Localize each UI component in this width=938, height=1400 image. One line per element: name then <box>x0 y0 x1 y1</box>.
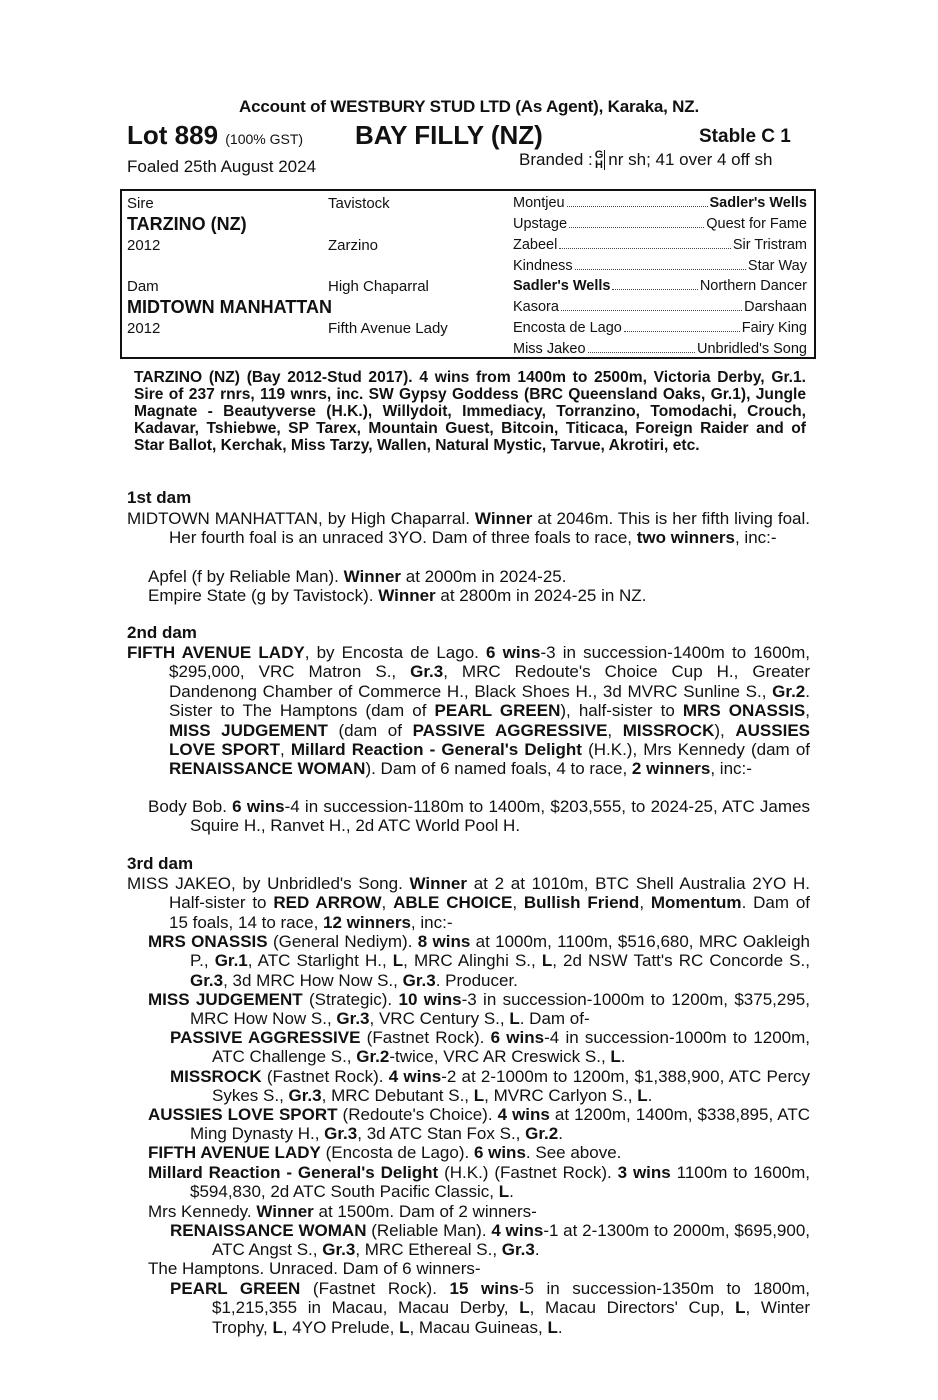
horse-title: BAY FILLY (NZ) <box>355 120 543 150</box>
gen3-sire: Quest for Fame <box>706 216 807 232</box>
leader-dots <box>567 195 708 207</box>
brand-info <box>519 150 772 170</box>
gen3-row <box>513 341 807 357</box>
second-dam-heading: 2nd dam <box>127 623 197 642</box>
sire-label: Sire <box>127 195 154 212</box>
first-dam-foal-1: Apfel (f by Reliable Man). Winner at 2000m in 2024-25. <box>148 567 567 586</box>
third-dam-text: MISS JAKEO, by Unbridled's Song. Winner at 2 at 1010m, BTC Shell Australia 2YO H. Half-sister to RED ARROW, ABLE CHOICE, Bullish Friend, Momentum. Dam of 15 foals, 14 to race, 12 winners, inc:- <box>127 874 811 932</box>
third-dam-entry: FIFTH AVENUE LADY (Encosta de Lago). 6 wins. See above. <box>148 1143 622 1162</box>
gen3-row <box>513 299 807 315</box>
gst-note: (100% GST) <box>225 131 304 147</box>
gen3-ancestor: Sadler's Wells <box>513 278 611 294</box>
third-dam-entry: PASSIVE AGGRESSIVE (Fastnet Rock). 6 wins-4 in succession-1000m to 1200m, ATC Challenge S., Gr.2-twice, VRC AR Creswick S., L. <box>170 1028 811 1067</box>
lot-label: Lot 889 <box>127 120 219 150</box>
gen3-sire: Unbridled's Song <box>697 341 807 357</box>
gen3-ancestor: Encosta de Lago <box>513 320 622 336</box>
branded-rest: nr sh; 41 over 4 off sh <box>608 150 773 169</box>
gen3-row <box>513 237 807 253</box>
third-dam-entry: MISS JUDGEMENT (Strategic). 10 wins-3 in succession-1000m to 1200m, $375,295, MRC How Now S., Gr.3, VRC Century S., L. Dam of- <box>148 990 810 1029</box>
dam-label: Dam <box>127 278 159 295</box>
gen3-sire: Star Way <box>747 258 807 274</box>
third-dam-entry: RENAISSANCE WOMAN (Reliable Man). 4 wins-1 at 2-1300m to 2000m, $695,900, ATC Angst S., Gr.3, MRC Ethereal S., Gr.3. <box>170 1221 810 1260</box>
leader-dots <box>624 320 740 332</box>
dam-sire: High Chaparral <box>328 278 429 295</box>
branded-label: Branded : <box>519 150 593 169</box>
gen3-ancestor: Kasora <box>513 299 559 315</box>
gen3-row <box>513 216 807 232</box>
gen3-ancestor: Miss Jakeo <box>513 341 586 357</box>
second-dam-text: FIFTH AVENUE LADY, by Encosta de Lago. 6 wins-3 in succession-1400m to 1600m, $295,000, VRC Matron S., Gr.3, MRC Redoute's Choice Cup H., Greater Dandenong Chamber of Commerce H., Black Shoes H., 3d MVRC Sunline S., Gr.2. Sister to The Hamptons (dam of PEARL GREEN), half-sister to MRS ONASSIS, MISS JUDGEMENT (dam of PASSIVE AGGRESSIVE, MISSROCK), AUSSIES LOVE SPORT, Millard Reaction - General's Delight (H.K.), Mrs Kennedy (dam of RENAISSANCE WOMAN). Dam of 6 named foals, 4 to race, 2 winners, inc:- <box>127 643 811 779</box>
foaled-date: Foaled 25th August 2024 <box>127 157 317 176</box>
leader-dots <box>575 258 746 270</box>
gen3-row <box>513 278 807 294</box>
first-dam-foal-2: Empire State (g by Tavistock). Winner at 2800m in 2024-25 in NZ. <box>148 586 647 605</box>
leader-dots <box>612 278 697 290</box>
leader-dots <box>569 216 704 228</box>
stable-label: Stable C 1 <box>699 126 791 147</box>
gen3-row <box>513 258 807 274</box>
gen3-row <box>513 195 807 211</box>
gen3-sire: Fairy King <box>741 320 807 336</box>
leader-dots <box>588 341 695 353</box>
third-dam-entry: The Hamptons. Unraced. Dam of 6 winners- <box>148 1259 481 1278</box>
third-dam-heading: 3rd dam <box>127 854 194 873</box>
first-dam-text: MIDTOWN MANHATTAN, by High Chaparral. Winner at 2046m. This is her fifth living foal. Her fourth foal is an unraced 3YO. Dam of three foals to race, two winners, inc:- <box>127 509 810 548</box>
gen3-sire: Darshaan <box>744 299 807 315</box>
third-dam-entry: Mrs Kennedy. Winner at 1500m. Dam of 2 winners- <box>148 1202 537 1221</box>
gen3-ancestor: Montjeu <box>513 195 565 211</box>
brand-bottom: H <box>595 159 603 171</box>
third-dam-entry: Millard Reaction - General's Delight (H.K.) (Fastnet Rock). 3 wins 1100m to 1600m, $594,830, 2d ATC South Pacific Classic, L. <box>148 1163 811 1202</box>
third-dam-entry: MRS ONASSIS (General Nediym). 8 wins at 1000m, 1100m, $516,680, MRC Oakleigh P., Gr.1, ATC Starlight H., L, MRC Alinghi S., L, 2d NSW Tatt's RC Concorde S., Gr.3, 3d MRC How Now S., Gr.3. Producer. <box>148 932 810 990</box>
sire-summary: TARZINO (NZ) (Bay 2012-Stud 2017). 4 wins from 1400m to 2500m, Victoria Derby, Gr.1. Sire of 237 rnrs, 119 wnrs, inc. SW Gypsy Goddess (BRC Queensland Oaks, Gr.1), Jungle Magnate - Beautyverse (H.K.), Willydoit, Immediacy, Torranzino, Tomodachi, Crouch, Kadavar, Tshiebwe, SP Tarex, Mountain Guest, Bitcoin, Titicaca, Foreign Raider and of Star Ballot, Kerchak, Miss Tarzy, Wallen, Natural Mystic, Tarvue, Akrotiri, etc. <box>134 369 806 454</box>
gen3-row <box>513 320 807 336</box>
gen3-ancestor: Zabeel <box>513 237 558 253</box>
gen3-ancestor: Kindness <box>513 258 573 274</box>
gen3-sire: Sadler's Wells <box>709 195 807 211</box>
dam-name: MIDTOWN MANHATTAN <box>127 297 332 317</box>
third-dam-entry: PEARL GREEN (Fastnet Rock). 15 wins-5 in succession-1350m to 1800m, $1,215,355 in Macau, Macau Derby, L, Macau Directors' Cup, L, Winter Trophy, L, 4YO Prelude, L, Macau Guineas, L. <box>170 1279 811 1337</box>
lot-number <box>127 120 303 151</box>
third-dam-entry: AUSSIES LOVE SPORT (Redoute's Choice). 4 wins at 1200m, 1400m, $338,895, ATC Ming Dynasty H., Gr.3, 3d ATC Stan Fox S., Gr.2. <box>148 1105 810 1144</box>
second-dam-foal: Body Bob. 6 wins-4 in succession-1180m to 1400m, $203,555, to 2024-25, ATC James Squire H., Ranvet H., 2d ATC World Pool H. <box>148 797 811 836</box>
pedigree-table <box>120 189 816 359</box>
sire-name: TARZINO (NZ) <box>127 214 247 234</box>
sire-year: 2012 <box>127 237 161 254</box>
brand-top: G <box>594 149 604 161</box>
leader-dots <box>559 237 731 249</box>
dam-dam: Fifth Avenue Lady <box>328 320 448 337</box>
gen3-sire: Sir Tristram <box>732 237 807 253</box>
brand-mark-icon <box>595 150 606 170</box>
third-dam-entry: MISSROCK (Fastnet Rock). 4 wins-2 at 2-1000m to 1200m, $1,388,900, ATC Percy Sykes S., Gr.3, MRC Debutant S., L, MVRC Carlyon S., L. <box>170 1067 810 1106</box>
first-dam-heading: 1st dam <box>127 488 192 507</box>
gen3-sire: Northern Dancer <box>699 278 807 294</box>
sire-sire: Tavistock <box>328 195 390 212</box>
dam-year: 2012 <box>127 320 161 337</box>
vendor-line: Account of WESTBURY STUD LTD (As Agent), Karaka, NZ. <box>239 97 699 116</box>
gen3-ancestor: Upstage <box>513 216 568 232</box>
sire-dam: Zarzino <box>328 237 379 254</box>
leader-dots <box>561 299 742 311</box>
